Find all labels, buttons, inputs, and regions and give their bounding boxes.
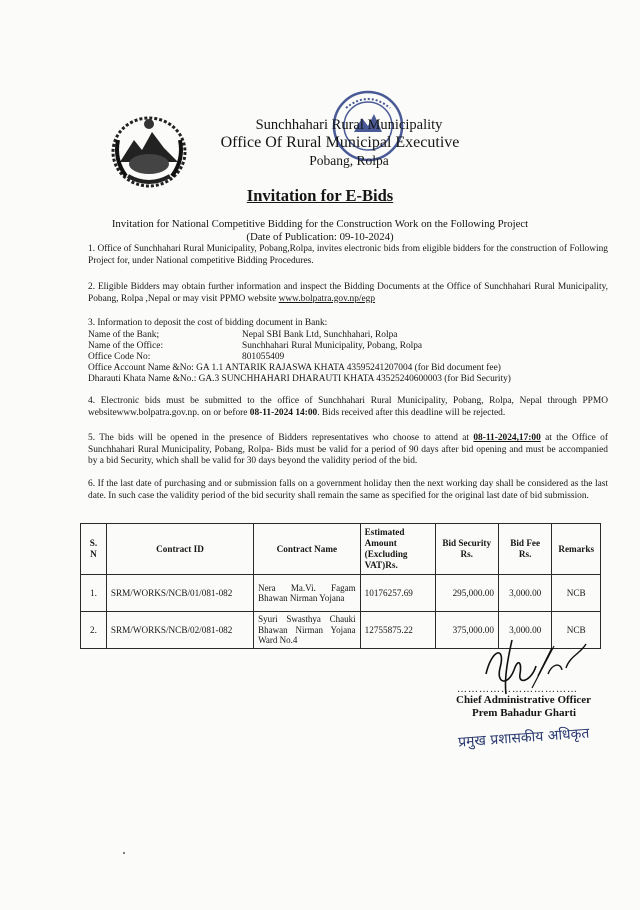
paragraph-2: [88, 282, 608, 305]
header-office: Office Of Rural Municipal Executive: [220, 134, 460, 151]
cell-fee: 3,000.00: [498, 575, 552, 612]
account-line: Dharauti Khata Name &No.: GA.3 SUNCHHAHARI DHARAUTI KHATA 43525240600003 (for Bid Security): [88, 374, 511, 384]
cell-contract-id: SRM/WORKS/NCB/01/081-082: [106, 575, 253, 612]
paragraph-1: 1. Office of Sunchhahari Rural Municipality, Pobang,Rolpa, invites electronic bids from eligible bidders for the construction of Following Project for, under National competitive Bidding Procedures.: [88, 244, 608, 266]
signature-dots: ……………………………: [457, 684, 578, 695]
paragraph-6: 6. If the last date of purchasing and or submission falls on a government holiday then the next working day shall be considered as the last date. In such case the validity period of the bid security shall remain the same as specified for the original last date of bid submission.: [88, 479, 608, 501]
header-security: Bid Security Rs.: [435, 524, 498, 575]
cell-security: 295,000.00: [435, 575, 498, 612]
paragraph-3: [88, 318, 608, 386]
ppmo-link[interactable]: www.bolpatra.gov.np/egp: [278, 293, 376, 304]
cell-contract-name: Nera Ma.Vi. Fagam Bhawan Nirman Yojana: [254, 575, 360, 612]
header-contract-id: Contract ID: [106, 524, 253, 575]
paragraph-5: [88, 433, 608, 468]
paragraph-4: [88, 396, 608, 419]
cell-sn: 1.: [81, 575, 107, 612]
bank-row: [88, 341, 608, 352]
paragraph-5-tail: at the Office of Sunchhahari Rural Municipality, Pobang, Rolpa- Bids must be valid for a period of 90 days after bid opening and must be accompanied by a bid Security, which shall be valid for 30 days beyond the validity period of the bid.: [88, 433, 608, 466]
account-line: Office Account Name &No: GA 1.1 ANTARIK RAJASWA KHATA 43595241207004 (for Bid document fee): [88, 362, 501, 373]
cell-estimated: 10176257.69: [360, 575, 435, 612]
header-municipality: Sunchhahari Rural Municipality: [255, 117, 443, 133]
header-estimated: Estimated Amount (Excluding VAT)Rs.: [360, 524, 435, 575]
opening-time: 08-11-2024,17:00: [473, 433, 541, 443]
paragraph-4-text: 4. Electronic bids must be submitted to the office of Sunchhahari Rural Municipality, Pobang, Rolpa, Nepal through PPMO websitewww.bolpatra.gov.np. on or before: [88, 396, 608, 418]
cell-fee: 3,000.00: [498, 612, 552, 649]
subtitle: [0, 218, 640, 244]
header-remarks: Remarks: [552, 524, 601, 575]
official-stamp: प्रमुख प्रशासकीय अधिकृत: [457, 725, 590, 751]
paragraph-2-text: 2. Eligible Bidders may obtain further information and inspect the Bidding Documents at the Office of Sunchhahari Rural Municipality, Pobang, Rolpa ,Nepal or may visit PPMO website: [88, 282, 608, 304]
signatory-name: Prem Bahadur Gharti: [472, 707, 577, 719]
table-header-row: [81, 524, 601, 575]
page-title: Invitation for E-Bids: [246, 186, 394, 205]
submission-deadline: 08-11-2024 14:00: [249, 407, 318, 418]
subtitle-line: Invitation for National Competitive Bidding for the Construction Work on the Following Project: [111, 218, 529, 230]
paragraph-5-text: 5. The bids will be opened in the presence of Bidders representatives who choose to attend at: [88, 433, 474, 443]
header-location: Pobang, Rolpa: [309, 153, 389, 168]
cell-security: 375,000.00: [435, 612, 498, 649]
table-row: [81, 575, 601, 612]
header-fee: Bid Fee Rs.: [498, 524, 552, 575]
scan-speck: [123, 852, 125, 854]
bank-label: Name of the Bank;: [88, 329, 160, 340]
bank-value: 801055409: [242, 351, 285, 362]
bank-value: Nepal SBI Bank Ltd, Sunchhahari, Rolpa: [242, 329, 398, 340]
signatory-role: Chief Administrative Officer: [456, 694, 592, 706]
bank-label: Name of the Office:: [88, 340, 164, 351]
bank-label: Office Code No:: [88, 351, 151, 362]
cell-remarks: NCB: [552, 612, 601, 649]
header-sn: S. N: [81, 524, 107, 575]
cell-sn: 2.: [81, 612, 107, 649]
cell-remarks: NCB: [552, 575, 601, 612]
bank-row: [88, 330, 608, 341]
cell-contract-id: SRM/WORKS/NCB/02/081-082: [106, 612, 253, 649]
paragraph-4-tail: . Bids received after this deadline will be rejected.: [317, 407, 506, 418]
header-contract-name: Contract Name: [254, 524, 360, 575]
bank-value: Sunchhahari Rural Municipality, Pobang, Rolpa: [242, 340, 423, 351]
bank-intro: 3. Information to deposit the cost of bidding document in Bank:: [88, 318, 328, 328]
cell-estimated: 12755875.22: [360, 612, 435, 649]
bank-row: [88, 352, 608, 363]
publication-date: (Date of Publication: 09-10-2024): [246, 231, 394, 243]
cell-contract-name: Syuri Swasthya Chauki Bhawan Nirman Yojana Ward No.4: [254, 612, 360, 649]
